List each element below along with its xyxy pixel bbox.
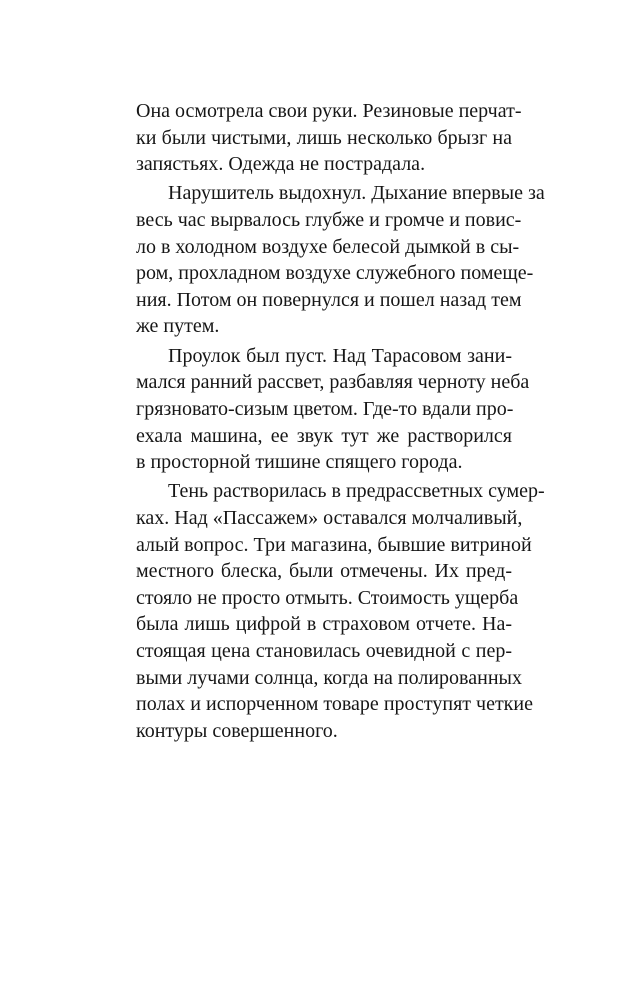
text-line: ки были чистыми, лишь несколько брызг на bbox=[136, 126, 512, 149]
text-line: стоящая цена становилась очевидной с пер- bbox=[136, 639, 512, 662]
text-line: Она осмотрела свои руки. Резиновые перчат- bbox=[136, 100, 522, 122]
text-line: выми лучами солнца, когда на полированных bbox=[136, 666, 522, 689]
text-line: мался ранний рассвет, разбавляя черноту неба bbox=[136, 371, 530, 394]
text-line: весь час вырвалось глубже и громче и повис- bbox=[136, 209, 522, 232]
text-line: ехала машина, ее звук тут же растворился bbox=[136, 424, 512, 447]
paragraph-4 bbox=[136, 478, 545, 744]
text-line: грязновато-сизым цветом. Где-то вдали про- bbox=[136, 397, 514, 420]
book-page-text bbox=[136, 98, 545, 747]
text-line: полах и испорченном товаре проступят четкие bbox=[136, 693, 533, 716]
text-line: Тень растворилась в предрассветных сумер- bbox=[168, 480, 545, 503]
text-line: алый вопрос. Три магазина, бывшие витриной bbox=[136, 533, 532, 556]
text-line: ках. Над «Пассажем» оставался молчаливый, bbox=[136, 506, 523, 529]
paragraph-2 bbox=[136, 180, 545, 340]
text-line: ло в холодном воздухе белесой дымкой в сы- bbox=[136, 235, 520, 258]
text-line: ром, прохладном воздухе служебного помеще- bbox=[136, 262, 534, 285]
paragraph-3 bbox=[136, 343, 530, 476]
text-line: местного блеска, были отмечены. Их пред- bbox=[136, 560, 512, 583]
text-line: стояло не просто отмыть. Стоимость ущерба bbox=[136, 586, 519, 609]
text-line: запястьях. Одежда не пострадала. bbox=[136, 153, 426, 176]
text-line: в просторной тишине спящего города. bbox=[136, 451, 463, 474]
text-line: ния. Потом он повернулся и пошел назад тем bbox=[136, 288, 522, 311]
paragraph-1 bbox=[136, 98, 522, 178]
text-line: контуры совершенного. bbox=[136, 719, 338, 742]
text-line: была лишь цифрой в страховом отчете. На- bbox=[136, 613, 512, 636]
text-line: же путем. bbox=[136, 315, 220, 338]
text-line: Проулок был пуст. Над Тарасовом зани- bbox=[168, 344, 512, 367]
text-line: Нарушитель выдохнул. Дыхание впервые за bbox=[168, 182, 545, 205]
